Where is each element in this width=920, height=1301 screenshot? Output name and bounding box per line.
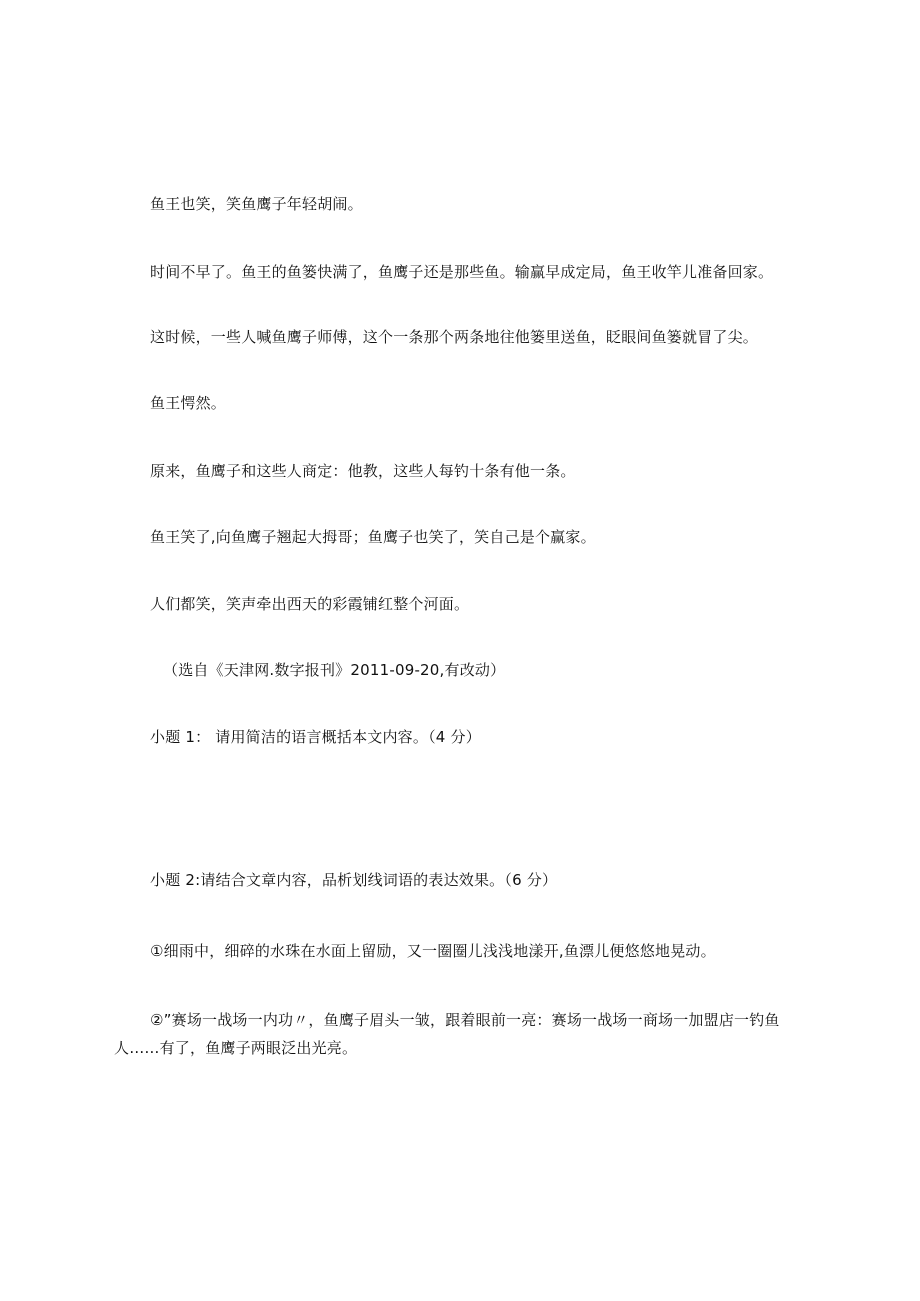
question-2: 小题 2:请结合文章内容，品析划线词语的表达效果。（6 分） <box>150 871 558 889</box>
story-paragraph-2: 时间不早了。鱼王的鱼篓快满了，鱼鹰子还是那些鱼。输赢早成定局，鱼王收竿儿准备回家。 <box>150 263 774 281</box>
question-2-item-1: ①细雨中，细碎的水珠在水面上留励，又一圈圈儿浅浅地漾开,鱼漂儿便悠悠地晃动。 <box>150 942 716 960</box>
story-paragraph-6: 鱼王笑了,向鱼鹰子翘起大拇哥；鱼鹰子也笑了，笑自己是个赢家。 <box>150 528 596 546</box>
story-paragraph-7: 人们都笑，笑声牵出西天的彩霞铺红整个河面。 <box>150 595 470 613</box>
story-paragraph-1: 鱼王也笑，笑鱼鹰子年轻胡闹。 <box>150 195 363 213</box>
question-1: 小题 1： 请用简洁的语言概括本文内容。（4 分） <box>150 728 481 746</box>
story-paragraph-3: 这时候，一些人喊鱼鹰子师傅，这个一条那个两条地往他篓里送鱼，眨眼间鱼篓就冒了尖。 <box>150 328 759 346</box>
question-2-item-2: ②”赛场一战场一内功〃，鱼鹰子眉头一皱，跟着眼前一亮：赛场一战场一商场一加盟店一钓鱼人……有了，鱼鹰子两眼泛出光亮。 <box>114 1011 780 1057</box>
story-paragraph-4: 鱼王愕然。 <box>150 394 227 412</box>
story-paragraph-5: 原来，鱼鹰子和这些人商定：他教，这些人每钓十条有他一条。 <box>150 462 576 480</box>
source-citation: （选自《天津网.数字报刊》2011-09-20,有改动） <box>163 661 506 679</box>
